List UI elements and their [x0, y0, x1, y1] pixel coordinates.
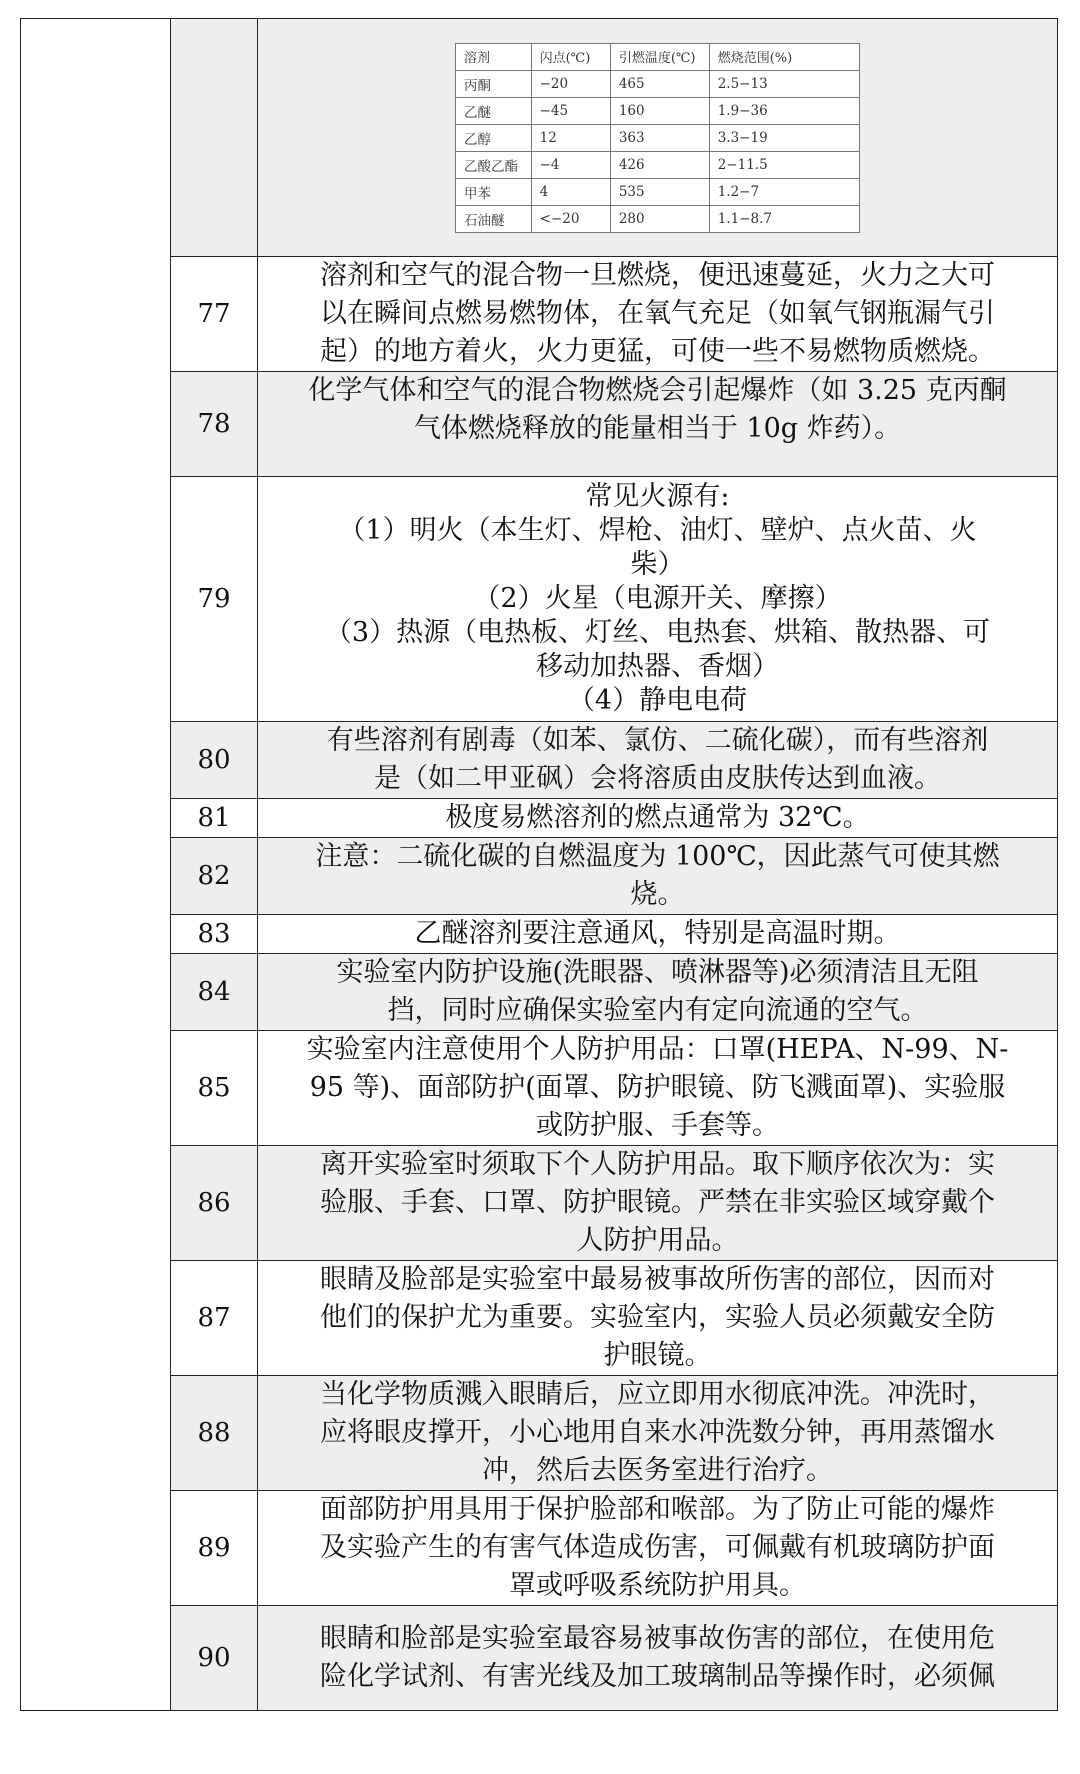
solvent-flash-point-table: [455, 43, 860, 233]
row-number: 87: [171, 1261, 258, 1376]
table-row-90: [21, 1606, 1058, 1711]
solvent-table-row: [456, 70, 860, 97]
row-text-line: 验服、手套、口罩、防护眼镜。严禁在非实验区域穿戴个: [320, 1187, 995, 1218]
row-text-line: 气体燃烧释放的能量相当于 10g 炸药）。: [413, 413, 902, 444]
row-text-line: 冲，然后去医务室进行治疗。: [482, 1455, 833, 1486]
solvent-table-cell: 535: [610, 178, 709, 205]
table-row-79: [21, 477, 1058, 722]
solvent-table-cell: 160: [610, 97, 709, 124]
row-number: 82: [171, 838, 258, 915]
row-text-line: 挡，同时应确保实验室内有定向流通的空气。: [387, 995, 928, 1026]
table-row-80: [21, 722, 1058, 799]
row-text-line: 或防护服、手套等。: [536, 1110, 779, 1141]
row-number: 84: [171, 954, 258, 1031]
row-text-line: （4）静电电荷: [567, 685, 748, 716]
solvent-table-cell: 燃烧范围(%): [709, 43, 859, 70]
row-text: [258, 372, 1058, 477]
row-text-line: 人防护用品。: [576, 1225, 739, 1256]
row-text-line: 移动加热器、香烟）: [536, 651, 779, 682]
row-text: [258, 722, 1058, 799]
solvent-table-cell: 465: [610, 70, 709, 97]
solvent-table-cell: −4: [531, 151, 610, 178]
table-row-83: [21, 915, 1058, 954]
solvent-table-row: [456, 178, 860, 205]
solvent-table-cell: 1.1−8.7: [709, 205, 859, 232]
solvent-table-cell: 426: [610, 151, 709, 178]
solvent-table-cell: −20: [531, 70, 610, 97]
solvent-table-header-row: [456, 43, 860, 70]
row-text-line: 他们的保护尤为重要。实验室内，实验人员必须戴安全防: [320, 1302, 995, 1333]
solvent-table-row: [456, 124, 860, 151]
row-text: [258, 1261, 1058, 1376]
row-text-line: 面部防护用具用于保护脸部和喉部。为了防止可能的爆炸: [320, 1494, 995, 1525]
table-row-81: [21, 799, 1058, 838]
row-number: 79: [171, 477, 258, 722]
row-number: 88: [171, 1376, 258, 1491]
row-text-line: 起）的地方着火，火力更猛，可使一些不易燃物质燃烧。: [320, 336, 995, 367]
solvent-table-cell: 乙醇: [456, 124, 532, 151]
table-row-89: [21, 1491, 1058, 1606]
row-text: [258, 799, 1058, 838]
row-text-line: 实验室内注意使用个人防护用品：口罩(HEPA、N-99、N-: [306, 1034, 1009, 1065]
row-number: 81: [171, 799, 258, 838]
table-row-78: [21, 372, 1058, 477]
row-number: 89: [171, 1491, 258, 1606]
row-text-line: 眼睛和脸部是实验室最容易被事故伤害的部位，在使用危: [320, 1623, 995, 1654]
solvent-table-cell: 引燃温度(℃): [610, 43, 709, 70]
row-text: [258, 1146, 1058, 1261]
solvent-table-image: [258, 19, 1057, 256]
row-text-line: 以在瞬间点燃易燃物体，在氧气充足（如氧气钢瓶漏气引: [320, 298, 995, 329]
row-number: 77: [171, 257, 258, 372]
table-row-84: [21, 954, 1058, 1031]
solvent-table-cell: 乙酸乙酯: [456, 151, 532, 178]
row-text: [258, 1606, 1058, 1711]
row-text-line: 实验室内防护设施(洗眼器、喷淋器等)必须清洁且无阻: [336, 957, 979, 988]
solvent-table-cell: 甲苯: [456, 178, 532, 205]
row-number: 85: [171, 1031, 258, 1146]
row-text: [258, 1376, 1058, 1491]
table-row-87: [21, 1261, 1058, 1376]
row-text-line: （1）明火（本生灯、焊枪、油灯、壁炉、点火苗、火: [338, 515, 977, 546]
row-text-line: 是（如二甲亚砜）会将溶质由皮肤传达到血液。: [374, 763, 941, 794]
row-text: [258, 1491, 1058, 1606]
row-number: 90: [171, 1606, 258, 1711]
solvent-table-cell: 3.3−19: [709, 124, 859, 151]
row-text-line: 护眼镜。: [603, 1340, 712, 1371]
row-text-line: 溶剂和空气的混合物一旦燃烧，便迅速蔓延，火力之大可: [320, 260, 995, 291]
solvent-data-image-cell: [258, 19, 1058, 257]
solvent-table-cell: −45: [531, 97, 610, 124]
row-text: [258, 477, 1058, 722]
row-text-line: 95 等)、面部防护(面罩、防护眼镜、防飞溅面罩)、实验服: [309, 1072, 1006, 1103]
solvent-table-cell: 石油醚: [456, 205, 532, 232]
row-text-line: 常见火源有:: [585, 481, 730, 512]
row-text-line: 注意：二硫化碳的自燃温度为 100℃，因此蒸气可使其燃: [315, 841, 1000, 872]
table-row-solvent-image: [21, 19, 1058, 257]
solvent-table-cell: 1.9−36: [709, 97, 859, 124]
row-text-line: 乙醚溶剂要注意通风，特别是高温时期。: [414, 918, 901, 949]
row-text-line: 烧。: [630, 879, 685, 910]
solvent-table-cell: 1.2−7: [709, 178, 859, 205]
row-text-line: 离开实验室时须取下个人防护用品。取下顺序依次为：实: [320, 1149, 995, 1180]
row-text-line: （3）热源（电热板、灯丝、电热套、烘箱、散热器、可: [324, 617, 991, 648]
solvent-table-cell: 闪点(℃): [531, 43, 610, 70]
row-text: [258, 1031, 1058, 1146]
solvent-table-cell: 2−11.5: [709, 151, 859, 178]
solvent-table-cell: 363: [610, 124, 709, 151]
row-text-line: 应将眼皮撑开，小心地用自来水冲洗数分钟，再用蒸馏水: [320, 1417, 995, 1448]
solvent-table-row: [456, 151, 860, 178]
solvent-table-cell: 12: [531, 124, 610, 151]
row-text: [258, 954, 1058, 1031]
row-number-cell: [171, 19, 258, 257]
solvent-table-cell: 280: [610, 205, 709, 232]
solvent-table-row: [456, 205, 860, 232]
solvent-table-cell: 乙醚: [456, 97, 532, 124]
table-row-86: [21, 1146, 1058, 1261]
row-text-line: 当化学物质溅入眼睛后，应立即用水彻底冲洗。冲洗时，: [320, 1379, 995, 1410]
row-text: [258, 257, 1058, 372]
row-text-line: 有些溶剂有剧毒（如苯、氯仿、二硫化碳），而有些溶剂: [326, 725, 989, 756]
row-text-line: 化学气体和空气的混合物燃烧会引起爆炸（如 3.25 克丙酮: [308, 375, 1007, 406]
row-text-line: （2）火星（电源开关、摩擦）: [473, 583, 842, 614]
safety-rules-table: [20, 18, 1058, 1711]
solvent-table-cell: 溶剂: [456, 43, 532, 70]
row-number: 80: [171, 722, 258, 799]
solvent-table-cell: 2.5−13: [709, 70, 859, 97]
row-number: 78: [171, 372, 258, 477]
table-row-77: [21, 257, 1058, 372]
row-text-line: 眼睛及脸部是实验室中最易被事故所伤害的部位，因而对: [320, 1264, 995, 1295]
solvent-table-cell: <−20: [531, 205, 610, 232]
row-text-line: 罩或呼吸系统防护用具。: [509, 1570, 806, 1601]
row-text-line: 及实验产生的有害气体造成伤害，可佩戴有机玻璃防护面: [320, 1532, 995, 1563]
row-text-line: 险化学试剂、有害光线及加工玻璃制品等操作时，必须佩: [320, 1661, 995, 1692]
table-row-88: [21, 1376, 1058, 1491]
row-text-line: 柴）: [630, 549, 685, 580]
row-text-line: 极度易燃溶剂的燃点通常为 32℃。: [445, 802, 870, 833]
row-number: 83: [171, 915, 258, 954]
table-row-85: [21, 1031, 1058, 1146]
row-text: [258, 838, 1058, 915]
row-number: 86: [171, 1146, 258, 1261]
solvent-table-cell: 4: [531, 178, 610, 205]
table-row-82: [21, 838, 1058, 915]
solvent-table-cell: 丙酮: [456, 70, 532, 97]
category-cell: [21, 19, 171, 1711]
row-text: [258, 915, 1058, 954]
solvent-table-row: [456, 97, 860, 124]
